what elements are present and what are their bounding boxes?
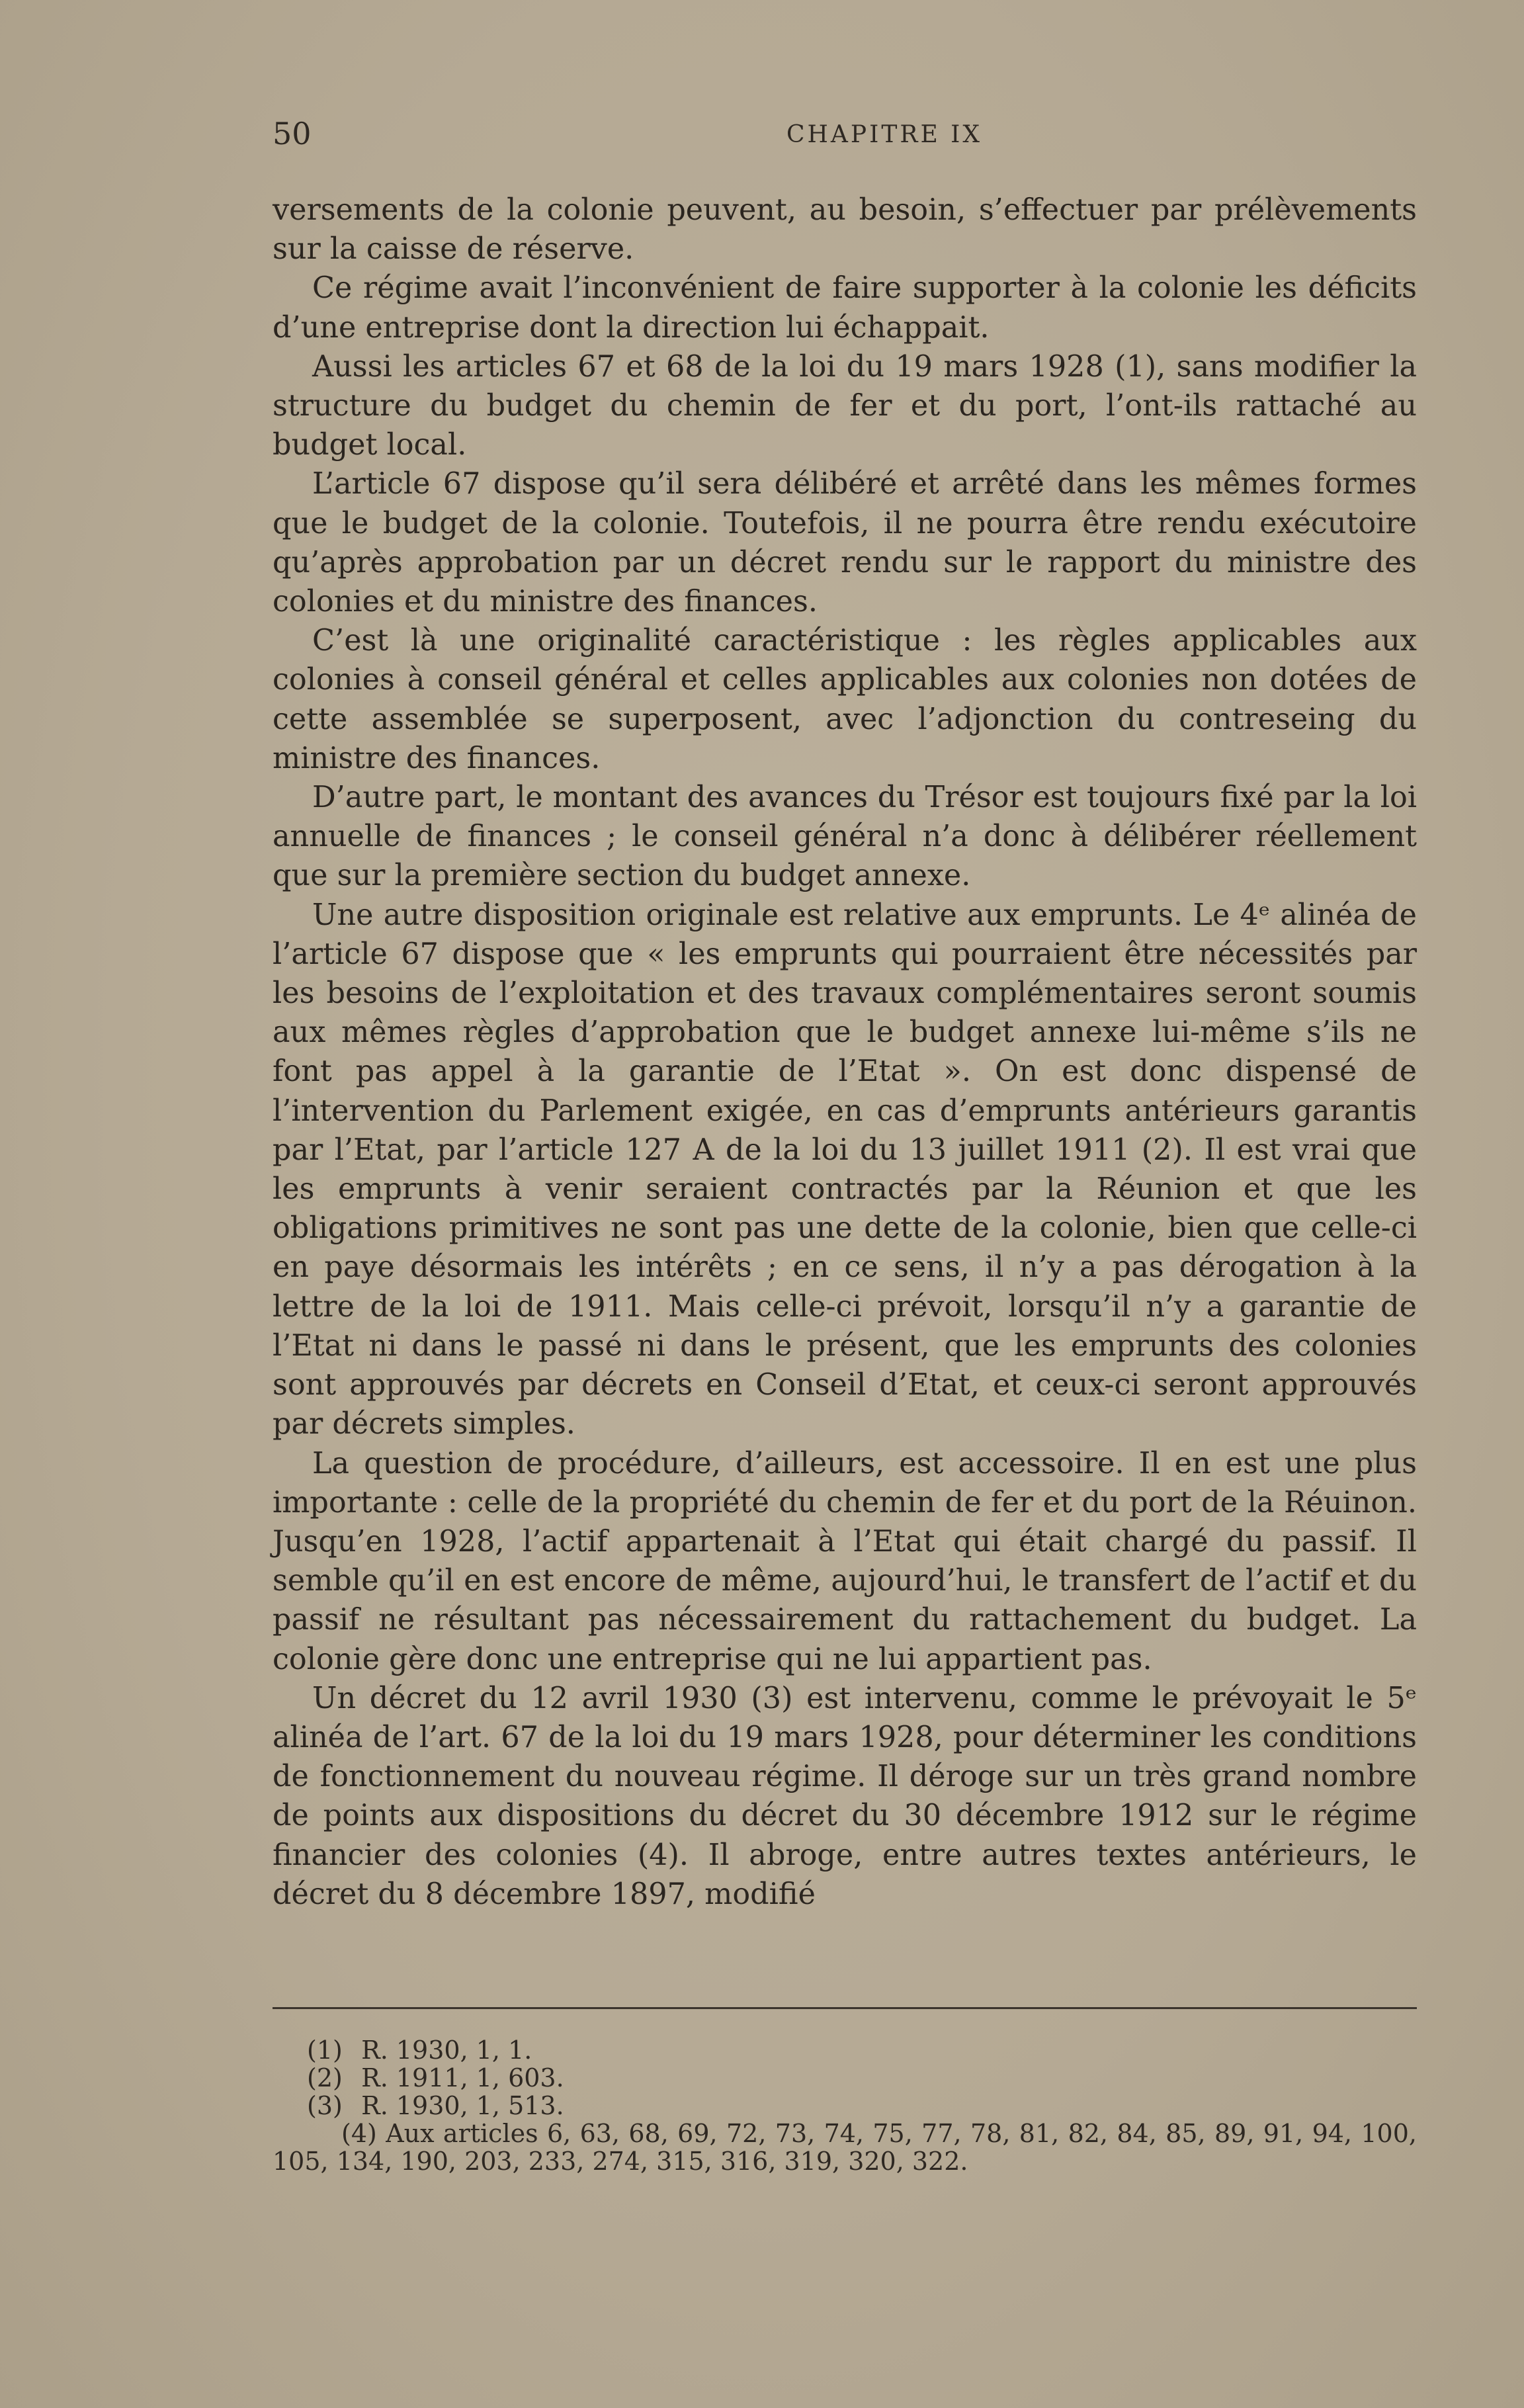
footnote	[273, 2064, 1417, 2092]
footnotes	[273, 2036, 1417, 2175]
footnote-number: (1)	[307, 2036, 343, 2065]
paragraph: Un décret du 12 avril 1930 (3) est intervenu, comme le prévoyait le 5ᵉ alinéa de l’art. 67 de la loi du 19 mars 1928, pour déterminer les conditions de fonctionnement du nouveau régime. Il déroge sur un très grand nombre de points aux dispositions du décret du 30 décembre 1912 sur le régime financier des colonies (4). Il abroge, entre autres textes antérieurs, le décret du 8 décembre 1897, modifié	[273, 1681, 1417, 1911]
running-head: CHAPITRE IX	[786, 121, 983, 148]
footnote-text: R. 1930, 1, 513.	[361, 2091, 564, 2120]
footnote	[273, 2036, 1417, 2064]
paragraph: D’autre part, le montant des avances du Trésor est toujours fixé par la loi annuelle de finances ; le conseil général n’a donc à délibérer réellement que sur la première section du budget annexe.	[273, 781, 1417, 893]
footnote-number: (2)	[307, 2063, 343, 2092]
footnote	[273, 2092, 1417, 2120]
paragraph: Une autre disposition originale est relative aux emprunts. Le 4ᵉ alinéa de l’article 67 dispose que « les emprunts qui pourraient être nécessités par les besoins de l’exploitation et des travaux complémentaires seront soumis aux mêmes règles d’approbation que le budget annexe lui-même s’ils ne font pas appel à la garantie de l’Etat ». On est donc dispensé de l’intervention du Parlement exigée, en cas d’emprunts antérieurs garantis par l’Etat, par l’article 127 A de la loi du 13 juillet 1911 (2). Il est vrai que les emprunts à venir seraient contractés par la Réunion et que les obligations primitives ne sont pas une dette de la colonie, bien que celle-ci en paye désormais les intérêts ; en ce sens, il n’y a pas dérogation à la lettre de la loi de 1911. Mais celle-ci prévoit, lorsqu’il n’y a garantie de l’Etat ni dans le passé ni dans le présent, que les emprunts des colonies sont approuvés par décrets en Conseil d’Etat, et ceux-ci seront approuvés par décrets simples.	[273, 898, 1417, 1441]
page-header	[273, 114, 1417, 153]
paragraph: L’article 67 dispose qu’il sera délibéré et arrêté dans les mêmes formes que le budget de la colonie. Toutefois, il ne pourra être rendu exécutoire qu’après approbation par un décret rendu sur le rapport du ministre des colonies et du ministre des finances.	[273, 467, 1417, 619]
footnote-number: (3)	[307, 2091, 343, 2120]
footnote-text: R. 1911, 1, 603.	[361, 2063, 564, 2092]
paragraph: La question de procédure, d’ailleurs, est accessoire. Il en est une plus importante : celle de la propriété du chemin de fer et du port de la Réuinon. Jusqu’en 1928, l’actif appartenait à l’Etat qui était chargé du passif. Il semble qu’il en est encore de même, aujourd’hui, le transfert de l’actif et du passif ne résultant pas nécessairement du rattachement du budget. La colonie gère donc une entreprise qui ne lui appartient pas.	[273, 1446, 1417, 1676]
footnote-rule	[273, 2007, 1417, 2009]
paragraph: Ce régime avait l’inconvénient de faire supporter à la colonie les déficits d’une entreprise dont la direction lui échappait.	[273, 271, 1417, 345]
paragraph: versements de la colonie peuvent, au besoin, s’effectuer par prélèvements sur la caisse de réserve.	[273, 193, 1417, 267]
paragraph: Aussi les articles 67 et 68 de la loi du 19 mars 1928 (1), sans modifier la structure du budget du chemin de fer et du port, l’ont-ils rattaché au budget local.	[273, 349, 1417, 462]
footnote-number: (4)	[341, 2119, 377, 2148]
footnote	[273, 2120, 1417, 2175]
paragraph: C’est là une originalité caractéristique : les règles applicables aux colonies à conseil général et celles applicables aux colonies non dotées de cette assemblée se superposent, avec l’adjonction du contreseing du ministre des finances.	[273, 624, 1417, 775]
page-number: 50	[273, 116, 312, 151]
footnote-text: Aux articles 6, 63, 68, 69, 72, 73, 74, 75, 77, 78, 81, 82, 84, 85, 89, 91, 94, 100, 105, 134, 190, 203, 233, 274, 315, 316, 319, 320, 322.	[273, 2119, 1417, 2176]
body-text	[273, 191, 1417, 1914]
footnote-text: R. 1930, 1, 1.	[361, 2036, 532, 2065]
